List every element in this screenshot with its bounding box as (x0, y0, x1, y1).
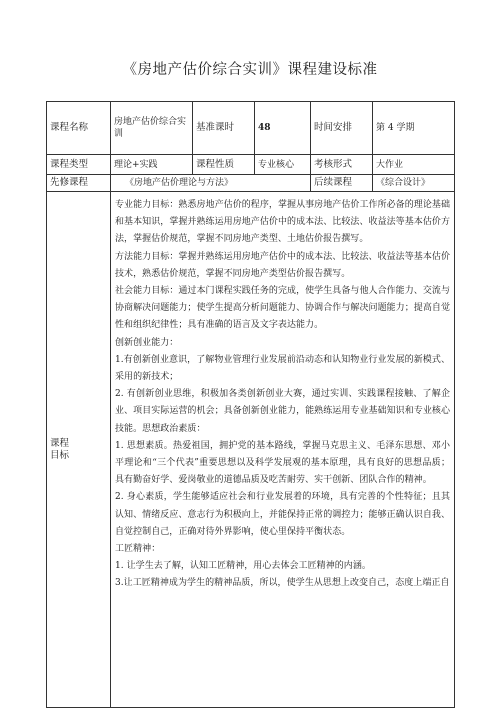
table-row (47, 175, 455, 192)
followup-value: 《综合设计》 (373, 175, 455, 192)
exam-form-value: 大作业 (373, 155, 455, 175)
goal-paragraph: 3.让工匠精神成为学生的精神品质，所以，使学生从思想上改变自己，态度上端正自 (115, 578, 450, 589)
course-info-table (46, 101, 455, 708)
course-name-label: 课程名称 (47, 102, 111, 155)
goal-paragraph: 2. 有创新创业思维，积极加各类创新创业大赛，通过实训、实践课程接触、了解企业、项目实际运营的机会；具备创新创业能力，能熟练运用专业基础知识和专业核心技能。思想政治素质： (115, 389, 450, 434)
goal-paragraph: 专业能力目标：熟悉房地产估价的程序，掌握从事房地产估价工作所必备的理论基础和基本知识，掌握并熟练运用房地产估价中的成本法、比较法、收益法等基本估价方法，掌握估价规范，掌握不同房地产类型、土地估价报告撰写。 (115, 200, 450, 245)
followup-label: 后续课程 (311, 175, 373, 192)
table-row (47, 155, 455, 175)
course-type-label: 课程类型 (47, 155, 111, 175)
goal-paragraph: 社会能力目标：通过本门课程实践任务的完成，使学生具备与他人合作能力、交流与协商解决问题能力；使学生提高分析问题能力、协调合作与解决问题能力；提高自觉性和组织纪律性；具有准确的语言及文字表达能力。 (115, 286, 450, 331)
course-type-value: 理论+实践 (111, 155, 193, 175)
prereq-label: 先修课程 (47, 175, 111, 192)
goals-label-line1: 课程 (50, 437, 70, 449)
course-goals-content (111, 192, 455, 708)
exam-form-label: 考核形式 (311, 155, 373, 175)
course-nature-label: 课程性质 (193, 155, 255, 175)
course-name-value: 房地产估价综合实训 (111, 102, 193, 155)
hours-value: 48 (255, 102, 311, 155)
prereq-value: 《房地产估价理论与方法》 (111, 175, 311, 192)
goal-paragraph: 方法能力目标：掌握并熟练运用房地产估价中的成本法、比较法、收益法等基本估价技术，熟悉估价规范，掌握不同房地产类型估价报告撰写。 (115, 251, 450, 279)
goal-paragraph: 1. 思想素质。热爱祖国，拥护党的基本路线，掌握马克思主义、毛泽东思想、邓小平理论和“三个代表”重要思想以及科学发展观的基本原理，具有良好的思想品质；具有勤奋好学、爱岗敬业的道德品质及吃苦耐劳、实干创新、团队合作的精神。 (115, 440, 450, 486)
table-row (47, 102, 455, 155)
page-title: 《房地产估价综合实训》课程建设标准 (122, 62, 378, 78)
goal-paragraph: 1.有创新创业意识，了解物业管理行业发展前沿动态和认知物业行业发展的新模式、采用的新技术； (115, 354, 450, 383)
hours-label: 基准课时 (193, 102, 255, 155)
course-nature-value: 专业核心 (255, 155, 311, 175)
goal-paragraph: 创新创业能力： (115, 337, 179, 348)
goals-label-line2: 目标 (50, 449, 70, 461)
goal-paragraph: 工匠精神： (115, 544, 161, 555)
goal-paragraph: 1. 让学生去了解，认知工匠精神，用心去体会工匠精神的内涵。 (115, 561, 371, 572)
schedule-value: 第 4 学期 (373, 102, 455, 155)
course-goals-label (47, 192, 111, 708)
table-row (47, 192, 455, 708)
schedule-label: 时间安排 (311, 102, 373, 155)
goal-paragraph: 2. 身心素质，学生能够适应社会和行业发展着的环境，具有完善的个性特征；且其认知、情绪反应、意志行为积极向上，并能保持正常的调控力；能够正确认识自我、自觉控制自己，正确对待外界影响，使心里保持平衡状态。 (115, 492, 450, 537)
